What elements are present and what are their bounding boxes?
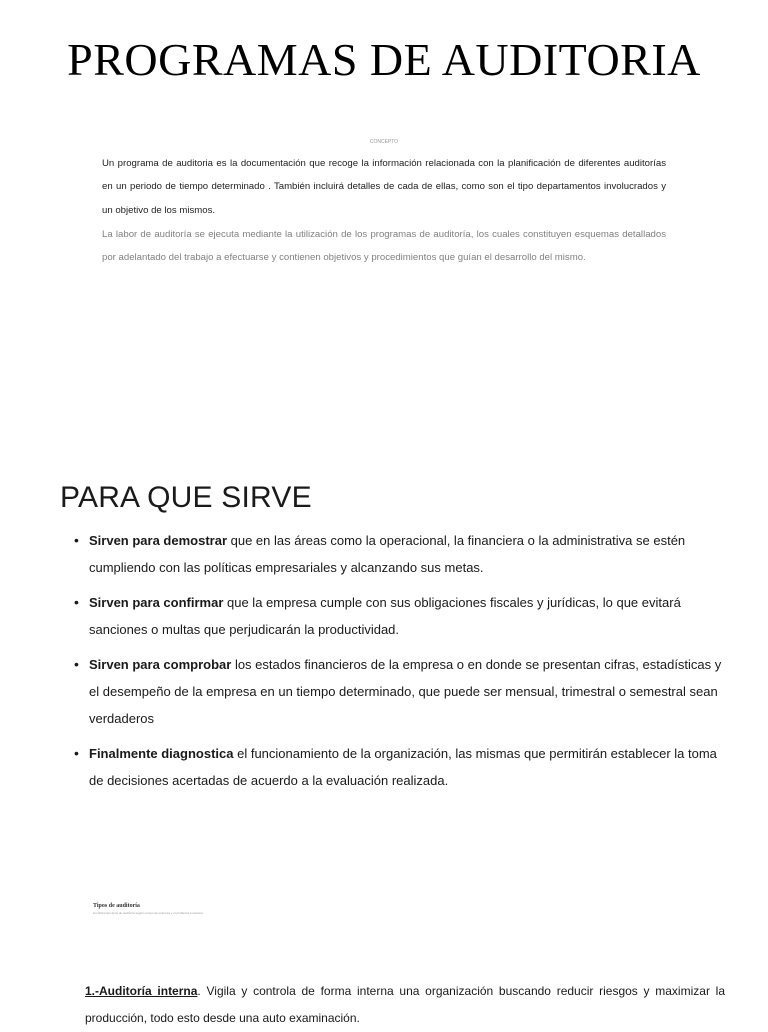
list-item-text: que la empresa cumple con sus obligaciones fiscales y jurídicas, lo que evitará sanciones o multas que perjudicarán la productividad. <box>89 595 681 637</box>
bullet-icon: • <box>74 656 79 672</box>
purpose-list <box>74 527 724 794</box>
internal-audit-term: 1.-Auditoría interna <box>85 984 198 998</box>
bullet-icon: • <box>74 594 79 610</box>
internal-audit-text: . Vigila y controla de forma interna una organización buscando reducir riesgos y maximizar la producción, todo esto desde una auto examinación. <box>85 984 726 1025</box>
list-item-text: que en las áreas como la operacional, la financiera o la administrativa se estén cumpliendo con las políticas empresariales y alcanzando sus metas. <box>89 533 686 575</box>
section-heading: PARA QUE SIRVE <box>60 481 312 514</box>
list-item-text: los estados financieros de la empresa o en donde se presentan cifras, estadísticas y el desempeño de la empresa en un tiempo determinado, que puede ser mensual, trimestral o semestral sean verdaderos <box>89 657 722 726</box>
concept-label: CONCEPTO <box>369 139 399 145</box>
concept-paragraph: Un programa de auditoria es la documentación que recoge la información relacionada con la planificación de diferentes auditorías en un periodo de tiempo determinado . También incluirá detalles de cada de ellas, como son el tipo departamentos involucrados y un objetivo de los mismos. <box>102 158 666 216</box>
list-item <box>74 651 724 732</box>
list-item <box>74 740 724 794</box>
bullet-icon: • <box>74 532 79 548</box>
concept-paragraph-secondary: La labor de auditoría se ejecuta mediante la utilización de los programas de auditoría, los cuales constituyen esquemas detallados por adelantado del trabajo a efectuarse y contienen objetivos y procedimientos que guían el desarrollo del mismo. <box>102 229 666 264</box>
list-item-lead: Sirven para comprobar <box>89 657 232 672</box>
list-item-lead: Sirven para confirmar <box>89 595 224 610</box>
list-item-lead: Sirven para demostrar <box>89 533 228 548</box>
page-title: PROGRAMAS DE AUDITORIA <box>67 34 701 85</box>
list-item <box>74 589 724 643</box>
list-item-text: el funcionamiento de la organización, las mismas que permitirán establecer la toma de decisiones acertadas de acuerdo a la evaluación realizada. <box>89 746 717 788</box>
list-item-lead: Finalmente diagnostica <box>89 746 234 761</box>
list-item <box>74 527 724 581</box>
bullet-icon: • <box>74 745 79 761</box>
types-title: Tipos de auditoría <box>93 903 140 909</box>
types-subtitle: los diferentes tipos de auditoría según su tipo de empresa y el problema a resolver. <box>93 911 204 915</box>
